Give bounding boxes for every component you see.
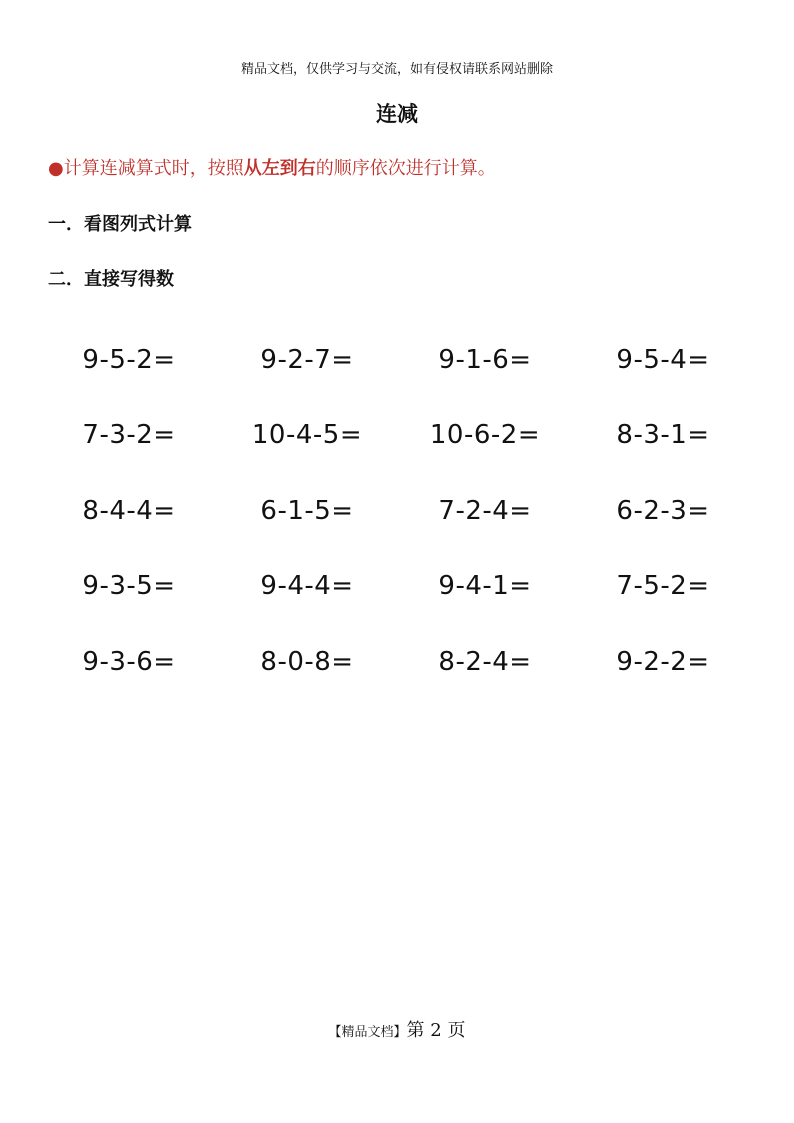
problem: 9-5-4=	[616, 344, 710, 375]
problem-row	[40, 473, 752, 549]
problem-grid	[40, 322, 752, 700]
calculation-rule	[48, 154, 496, 180]
problem: 9-5-2=	[82, 344, 176, 375]
problem: 6-1-5=	[260, 495, 354, 526]
problem: 8-4-4=	[82, 495, 176, 526]
problem: 8-3-1=	[616, 420, 710, 451]
problem: 9-4-4=	[260, 571, 354, 602]
problem: 9-2-7=	[260, 344, 354, 375]
problem: 7-2-4=	[438, 495, 532, 526]
problem: 6-2-3=	[616, 495, 710, 526]
problem: 8-0-8=	[260, 646, 354, 677]
page-title: 连减	[376, 102, 418, 126]
problem: 9-3-6=	[82, 646, 176, 677]
header-note: 精品文档，仅供学习与交流，如有侵权请联系网站删除	[240, 62, 553, 77]
problem-row	[40, 624, 752, 700]
problem: 9-2-2=	[616, 646, 710, 677]
page-footer	[0, 1016, 794, 1042]
problem: 8-2-4=	[438, 646, 532, 677]
problem: 10-6-2=	[429, 420, 541, 451]
problem-row	[40, 322, 752, 398]
problem: 7-3-2=	[82, 420, 176, 451]
rule-emphasis: 从左到右	[243, 158, 316, 179]
rule-suffix: 的顺序依次进行计算。	[315, 158, 496, 179]
problem: 9-3-5=	[82, 571, 176, 602]
section-heading-direct-answers: 二．直接写得数	[48, 269, 174, 290]
problem: 10-4-5=	[251, 420, 363, 451]
problem: 9-1-6=	[438, 344, 532, 375]
footer-label: 【精品文档】	[328, 1025, 407, 1040]
rule-prefix: ●计算连减算式时，按照	[48, 158, 244, 179]
problem-row	[40, 398, 752, 474]
problem: 7-5-2=	[616, 571, 710, 602]
page-number: 第 2 页	[406, 1020, 466, 1041]
problem-row	[40, 549, 752, 625]
problem: 9-4-1=	[438, 571, 532, 602]
section-heading-picture-equations: 一．看图列式计算	[48, 214, 192, 235]
